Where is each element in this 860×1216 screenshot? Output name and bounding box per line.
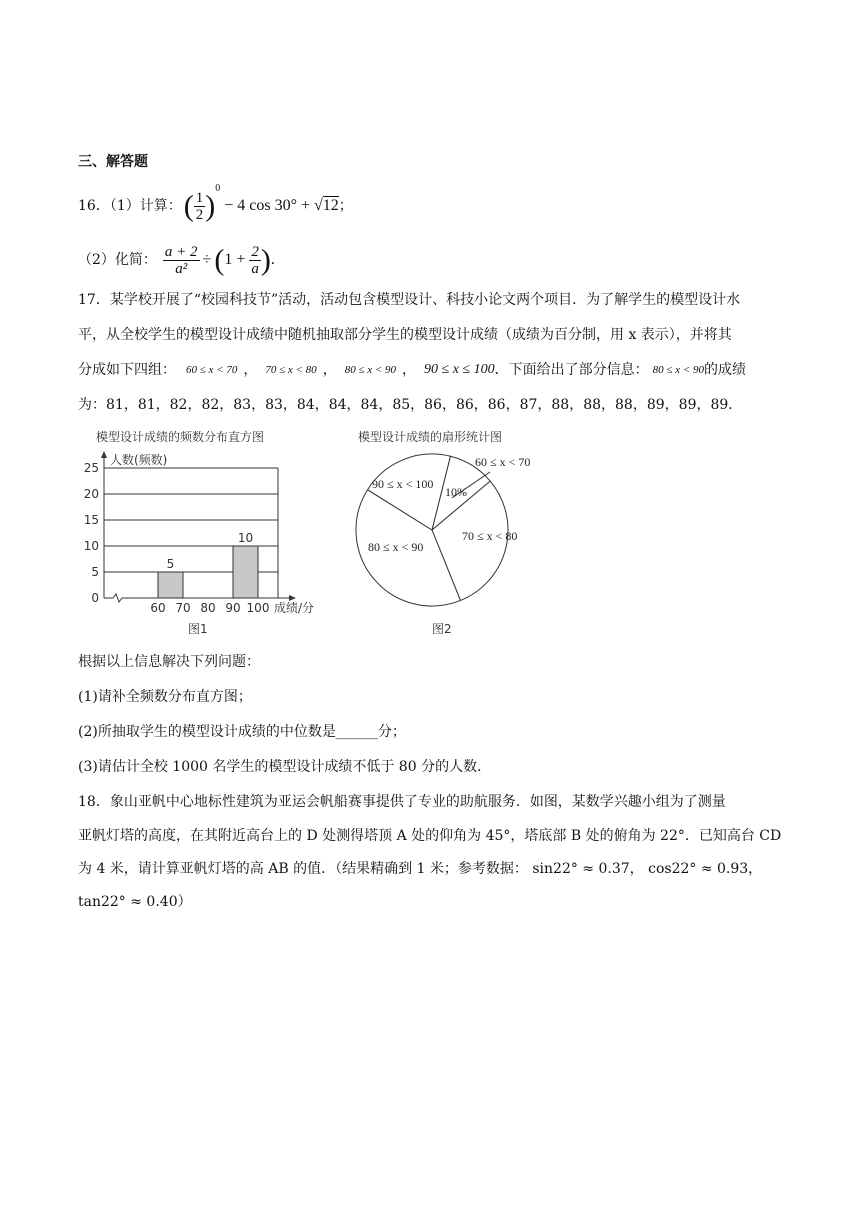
q16-exponent: 0	[215, 183, 221, 195]
q17-group-3-repeat: 80 ≤ x < 90	[652, 364, 704, 376]
pie-chart	[350, 448, 550, 618]
pie-chart-caption: 图2	[432, 622, 452, 636]
histogram-bar-value-label: 5	[166, 557, 175, 571]
q17-line3-prefix: 分成如下四组：	[78, 362, 176, 378]
histogram-y-arrow	[101, 451, 107, 458]
histogram-title: 模型设计成绩的频数分布直方图	[96, 430, 265, 444]
q16-fraction-a	[163, 244, 200, 277]
q16-cos-term: − 4 cos 30° +	[224, 197, 311, 214]
pie-slice-percent: 10%	[445, 485, 467, 499]
question-16-part-2	[78, 240, 275, 280]
q17-group-3: 80 ≤ x < 90	[344, 364, 397, 376]
q17-line3-suffix: 的成绩	[703, 362, 746, 378]
histogram-bar-value-label: 10	[237, 531, 254, 545]
histogram-bar	[158, 572, 183, 598]
histogram-y-tick-label: 10	[83, 539, 99, 553]
q17-group-4: 90 ≤ x ≤ 100	[424, 362, 495, 377]
q17-sub-question-3: (3)请估计全校 1000 名学生的模型设计成绩不低于 80 分的人数．	[78, 759, 492, 775]
q17-line-2: 平，从全校学生的模型设计成绩中随机抽取部分学生的模型设计成绩（成绩为百分制，用 x 表示），并将其	[78, 327, 732, 343]
q16-part1-end: ；	[338, 198, 353, 214]
pie-slice-label: 70 ≤ x < 80	[462, 529, 518, 543]
q18-line-3: 为 4 米，请计算亚帆灯塔的高 AB 的值．（结果精确到 1 米；参考数据： sin22° ≈ 0.37， cos22° ≈ 0.93，	[78, 861, 763, 877]
q17-group-1: 60 ≤ x < 70	[186, 364, 238, 376]
histogram-y-tick-label: 5	[91, 565, 99, 579]
q16-frac3-num: 2	[251, 243, 259, 260]
histogram-y-tick-label: 15	[83, 513, 99, 527]
q16-divide-sign: ÷	[202, 251, 212, 268]
histogram-bar	[233, 546, 258, 598]
pie-chart-title: 模型设计成绩的扇形统计图	[358, 430, 503, 444]
histogram-chart	[80, 448, 340, 640]
question-16-part-1	[78, 183, 353, 226]
histogram-caption: 图1	[188, 622, 208, 636]
q17-group-2: 70 ≤ x < 80	[265, 364, 317, 376]
q16-paren-expression: (1 + $\frac{2}{a}$ )	[214, 243, 271, 277]
q16-one-plus: 1 +	[224, 250, 246, 268]
q17-sub-question-1: (1)请补全频数分布直方图；	[78, 689, 252, 705]
q16-power-expression: ( $\frac{1}{2}$ )$^0$	[183, 183, 221, 223]
histogram-y-tick-label: 20	[83, 487, 99, 501]
q17-line-4: 为：81，81，82，82，83，83，84，84，84，85，86，86，86，87，88，88，88，89，89，89．	[78, 397, 743, 413]
q16-frac3-den: a	[251, 260, 259, 277]
q17-line3-middle: ．下面给出了部分信息：	[494, 362, 649, 378]
histogram-x-tick-label: 100	[246, 601, 270, 615]
histogram-x-tick-label: 70	[175, 601, 191, 615]
q17-instruction: 根据以上信息解决下列问题：	[78, 654, 260, 670]
q16-sqrt-radicand: 12	[322, 197, 339, 214]
histogram-x-tick-label: 60	[150, 601, 166, 615]
q16-frac-den: 2	[195, 206, 204, 223]
histogram-y-tick-label: 25	[83, 461, 99, 475]
pie-slice-label: 90 ≤ x < 100	[372, 477, 434, 491]
q18-line-4: tan22° ≈ 0.40）	[78, 894, 192, 910]
pie-slice-label: 60 ≤ x < 70	[475, 455, 531, 469]
q16-part2-end: .	[270, 251, 275, 268]
q17-sub-question-2: (2)所抽取学生的模型设计成绩的中位数是______分；	[78, 724, 406, 740]
q16-frac2-den: a²	[175, 260, 188, 277]
pie-slice-label: 80 ≤ x < 90	[368, 540, 424, 554]
histogram-y-tick-label: 0	[91, 591, 99, 605]
q16-frac2-num: a + 2	[164, 243, 198, 260]
q17-line-3: 分成如下四组： 60 ≤ x < 70 ， 70 ≤ x < 80 ， 80 ≤ x < 90 ， 90 ≤ x ≤ 100 ．下面给出了部分信息： 80 ≤ x < 90 的成绩	[78, 362, 746, 378]
q16-sqrt: √12	[314, 197, 339, 214]
q16-part1-prefix: 16．（1）计算：	[78, 198, 182, 214]
histogram-x-label: 成绩/分	[274, 601, 315, 615]
histogram-y-label: 人数(频数)	[110, 453, 168, 467]
histogram-x-tick-label: 80	[200, 601, 216, 615]
q16-frac-num: 1	[195, 189, 204, 206]
q18-line-1: 18．象山亚帆中心地标性建筑为亚运会帆船赛事提供了专业的助航服务．如图，某数学兴趣小组为了测量	[78, 794, 726, 810]
section-title: 三、解答题	[78, 154, 148, 170]
histogram-x-tick-label: 90	[225, 601, 241, 615]
q18-line-2: 亚帆灯塔的高度，在其附近高台上的 D 处测得塔顶 A 处的仰角为 45°，塔底部 B 处的俯角为 22°．已知高台 CD	[78, 828, 782, 844]
q16-part2-prefix: （2）化简：	[78, 252, 157, 268]
q17-line-1: 17．某学校开展了“校园科技节”活动，活动包含模型设计、科技小论文两个项目．为了解学生的模型设计水	[78, 292, 741, 308]
